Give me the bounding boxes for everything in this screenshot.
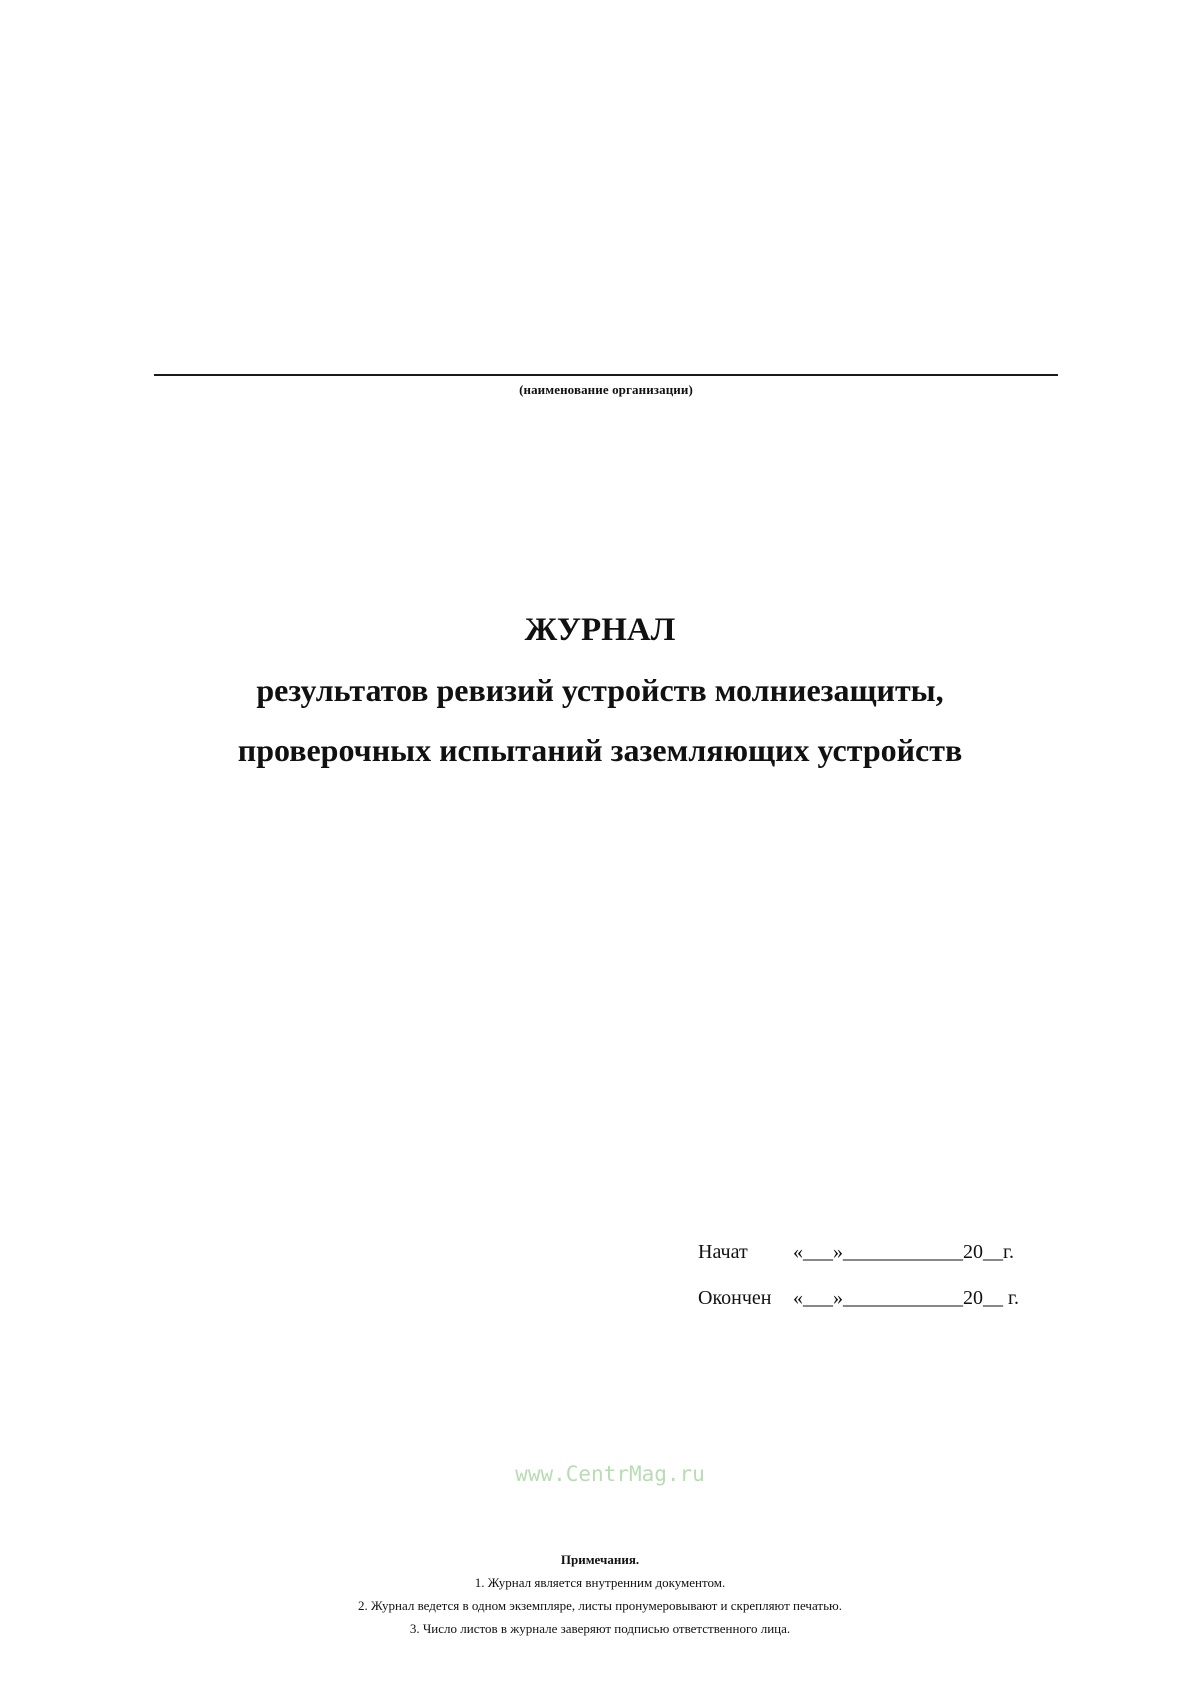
end-date-field: «___»____________20__ г.	[793, 1286, 1019, 1309]
end-date-label: Окончен	[698, 1286, 772, 1309]
organization-name-field	[154, 374, 1058, 398]
notes-section	[200, 1548, 1000, 1640]
organization-name-line	[154, 374, 1058, 376]
journal-subtitle-line-2: проверочных испытаний заземляющих устройств	[237, 732, 963, 768]
start-date-label: Начат	[698, 1240, 748, 1263]
organization-name-caption: (наименование организации)	[519, 382, 693, 397]
journal-title-block	[100, 610, 1100, 790]
note-item-3: 3. Число листов в журнале заверяют подписью ответственного лица.	[409, 1621, 791, 1636]
journal-date-fields	[698, 1235, 1058, 1327]
note-item-1: 1. Журнал является внутренним документом.	[474, 1575, 726, 1590]
note-item-2: 2. Журнал ведется в одном экземпляре, листы пронумеровывают и скрепляют печатью.	[358, 1598, 842, 1613]
journal-title: ЖУРНАЛ	[524, 612, 676, 648]
start-date-row	[698, 1235, 1058, 1269]
end-date-row	[698, 1281, 1058, 1315]
journal-subtitle-line-1: результатов ревизий устройств молниезащиты,	[256, 672, 944, 708]
notes-title: Примечания.	[560, 1552, 640, 1567]
website-watermark: www.CentrMag.ru	[515, 1462, 705, 1486]
start-date-field: «___»____________20__г.	[793, 1240, 1014, 1263]
